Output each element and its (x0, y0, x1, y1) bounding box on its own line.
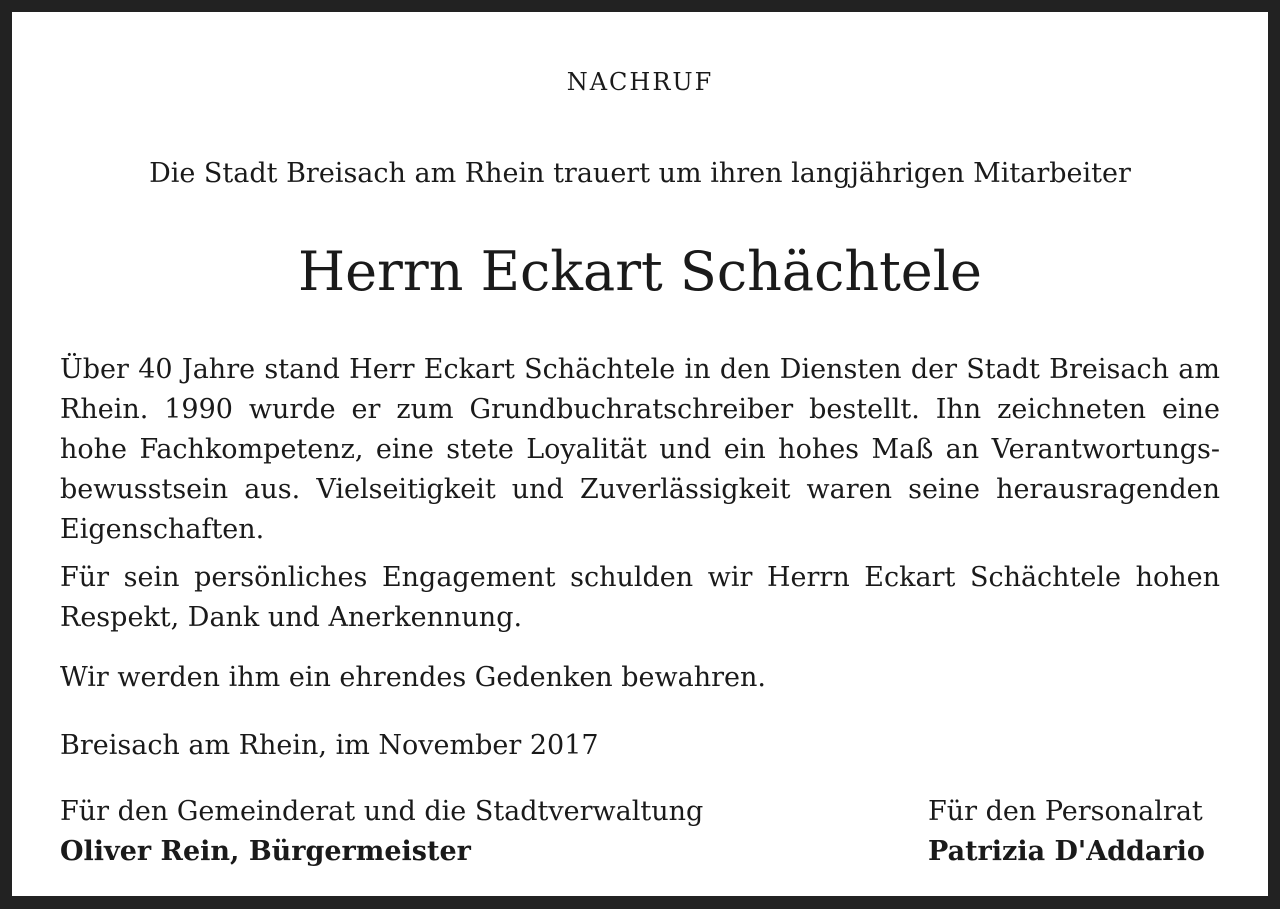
notice-heading: NACHRUF (566, 68, 714, 96)
paragraph-remembrance: Wir werden ihm ein ehrendes Gedenken bewahren. (60, 662, 766, 693)
signature-block-staff-council (928, 792, 1205, 872)
signature-council-line: Für den Gemeinderat und die Stadtverwaltung (60, 796, 704, 827)
signature-council-name: Oliver Rein, Bürgermeister (60, 836, 471, 867)
notice-intro: Die Stadt Breisach am Rhein trauert um ihren langjährigen Mitarbeiter (149, 158, 1131, 189)
signature-staff-council-name: Patrizia D'Addario (928, 836, 1205, 867)
paragraph-gratitude: Für sein persönliches Engagement schulden wir Herrn Eckart Schächtele hohen Respekt, Dank und Anerkennung. (60, 562, 1220, 633)
obituary-notice (12, 12, 1268, 896)
deceased-name: Herrn Eckart Schächtele (298, 240, 982, 303)
signature-staff-council-line: Für den Personalrat (928, 796, 1203, 827)
place-date: Breisach am Rhein, im November 2017 (60, 730, 599, 761)
paragraph-career: Über 40 Jahre stand Herr Eckart Schächtele in den Diensten der Stadt Breisach am Rhein. 1990 wurde er zum Grundbuchratschreiber bestellt. Ihn zeichneten eine hohe Fachkompetenz, eine stete Loyalität und ein hohes Maß an Verantwortungsbewusstsein aus. Vielseitigkeit und Zuverlässigkeit waren seine herausragenden Eigenschaften. (60, 354, 1220, 545)
signature-block-council (60, 792, 703, 872)
